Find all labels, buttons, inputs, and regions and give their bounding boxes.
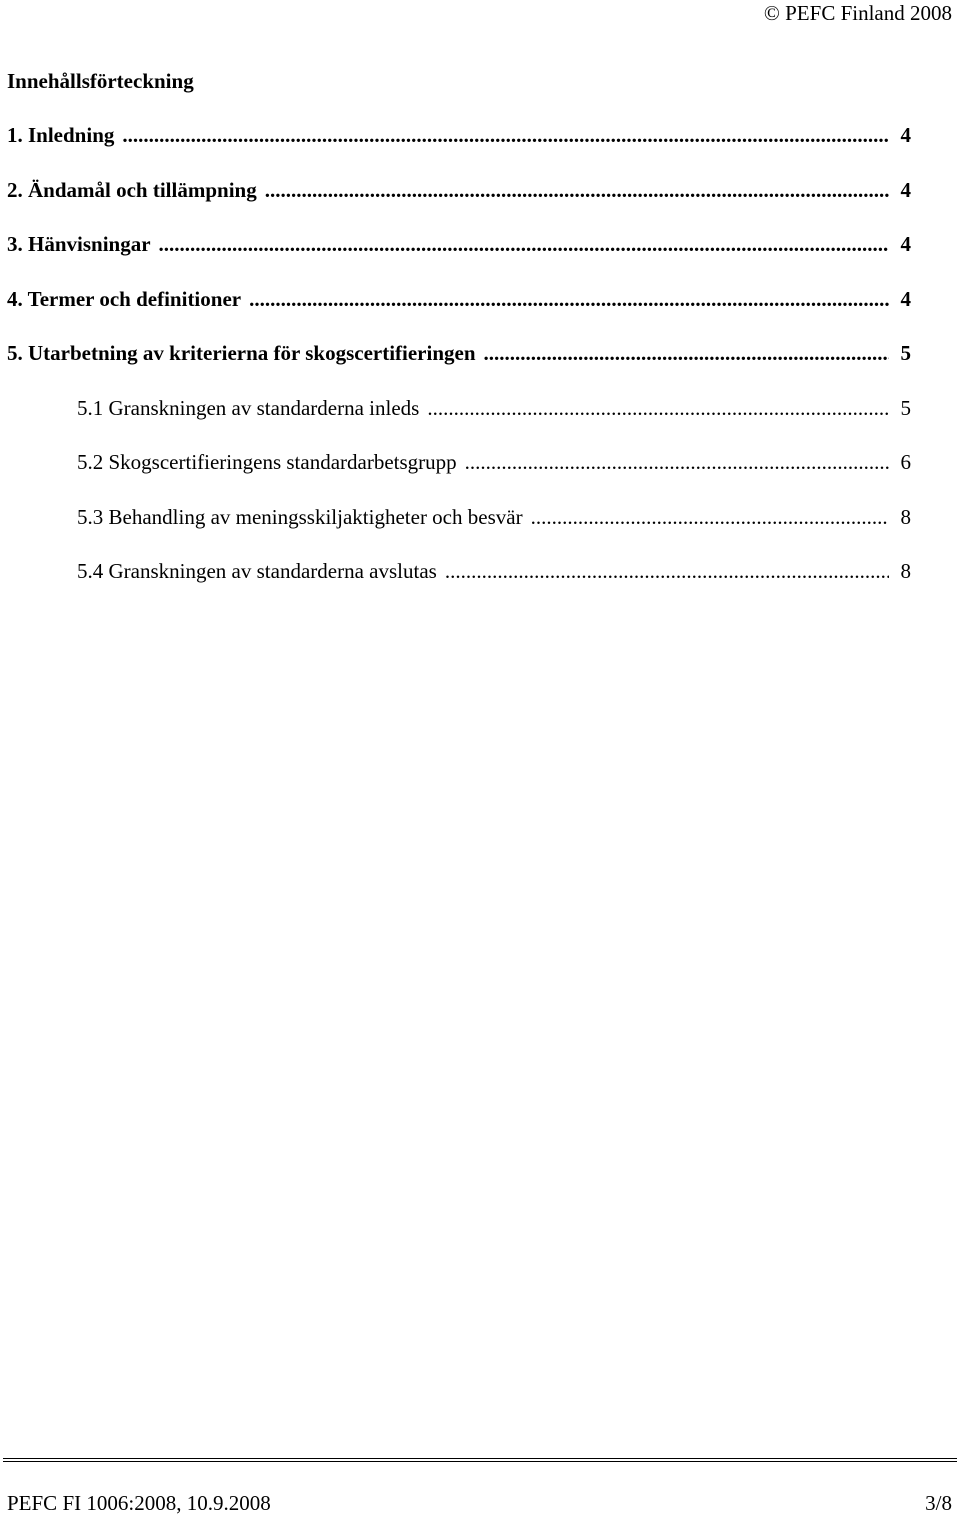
toc-leader [484,340,889,366]
toc-entry-page: 8 [900,504,911,529]
toc-entry-page: 4 [900,286,911,311]
toc-entry-andamal[interactable] [7,177,911,232]
toc-entry-text: 5.3 Behandling av meningsskiljaktigheter och besvär [77,504,523,529]
toc-entry-page: 6 [900,450,911,474]
toc-leader [122,122,889,148]
toc-entry-page: 4 [900,123,911,147]
toc-entry-text: 2. Ändamål och tillämpning [7,177,257,202]
toc-entry-page: 5 [900,341,911,365]
toc-leader [427,395,889,421]
toc-entry-inledning[interactable] [7,122,911,177]
toc-leader [531,504,889,530]
header-copyright: © PEFC Finland 2008 [763,1,952,25]
toc-entry-page: 4 [900,232,911,256]
toc-entry-termer[interactable] [7,286,911,341]
toc-entry-text: 5.1 Granskningen av standarderna inleds [77,395,420,420]
footer-divider [3,1458,957,1462]
toc-entry-page: 5 [900,395,911,420]
toc-entry-page: 4 [900,177,911,202]
toc-leader [445,558,889,584]
toc-entry-text: 3. Hänvisningar [7,232,151,256]
footer-document-id: PEFC FI 1006:2008, 10.9.2008 [7,1491,271,1515]
toc-entry-5-3[interactable] [7,504,911,559]
toc-entry-hanvisningar[interactable] [7,231,911,286]
toc-title: Innehållsförteckning [7,69,194,93]
toc-entry-text: 4. Termer och definitioner [7,286,242,311]
toc-entry-5-4[interactable] [7,558,911,613]
footer-page-number: 3/8 [925,1491,952,1515]
toc-leader [465,449,889,475]
toc-entry-5-1[interactable] [7,395,911,450]
toc-entry-5-2[interactable] [7,449,911,504]
toc-entry-page: 8 [900,559,911,583]
toc-entry-utarbetning[interactable] [7,340,911,395]
toc-leader [159,231,889,257]
toc-entry-text: 1. Inledning [7,123,115,147]
toc-entry-text: 5.2 Skogscertifieringens standardarbetsgrupp [77,450,457,474]
table-of-contents [7,122,911,613]
toc-entry-text: 5. Utarbetning av kriterierna för skogscertifieringen [7,341,476,365]
toc-leader [249,286,889,312]
toc-leader [265,177,889,203]
toc-entry-text: 5.4 Granskningen av standarderna avslutas [77,559,437,583]
